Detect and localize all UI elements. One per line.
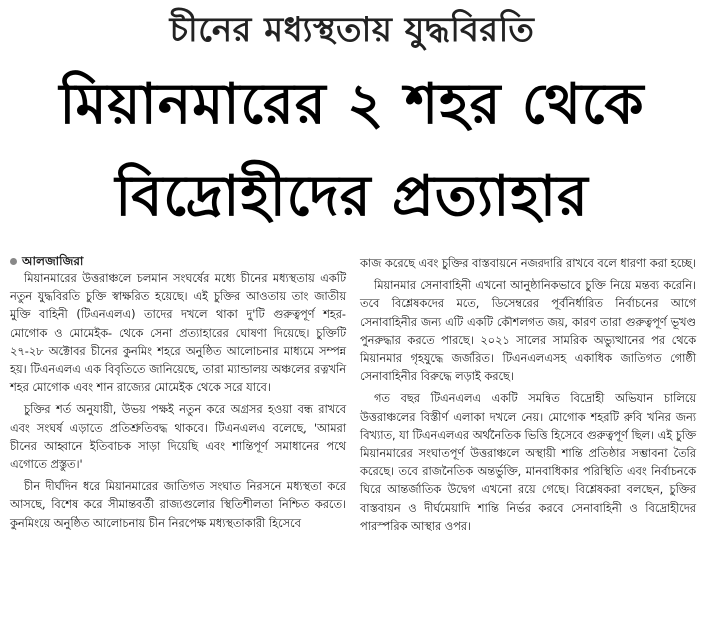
article-column-right: [360, 255, 696, 536]
paragraph: মিয়ানমারের উত্তরাঞ্চলে চলমান সংঘর্ষের মধ্যে চীনের মধ্যস্থতায় একটি নতুন যুদ্ধবিরতি চুক্তি স্বাক্ষরিত হয়েছে। এই চুক্তির আওতায় তাং জাতীয় মুক্তি বাহিনী (টিএনএলএ) তাদের দখলে থাকা দু'টি গুরুত্বপূর্ণ শহর- মোগোক ও মোমেইক- থেকে সেনা প্রত্যাহারের ঘোষণা দিয়েছে। চুক্তিটি ২৭-২৮ অক্টোবর চীনের কুনমিং শহরে অনুষ্ঠিত আলোচনার মাধ্যমে সম্পন্ন হয়। টিএনএলএ এক বিবৃতিতে জানিয়েছে, তারা ম্যান্ডালয় অঞ্চলের রত্নখনি শহর মোগোক এবং শান রাজ্যের মোমেইক থেকে সরে যাবে।: [10, 272, 346, 395]
paragraph: কাজ করেছে এবং চুক্তির বাস্তবায়নে নজরদারি রাখবে বলে ধারণা করা হচ্ছে।: [360, 257, 696, 270]
byline: [10, 252, 346, 270]
paragraph: মিয়ানমার সেনাবাহিনী এখনো আনুষ্ঠানিকভাবে চুক্তি নিয়ে মন্তব্য করেনি। তবে বিশ্লেষকদের মতে, ডিসেম্বরের পূর্বনির্ধারিত নির্বাচনের আগে সেনাবাহিনীর জন্য এটি একটি কৌশলগত জয়, কারণ তারা গুরুত্বপূর্ণ ভূখণ্ড পুনরুদ্ধার করতে পারছে। ২০২১ সালের সামরিক অভ্যুত্থানের পর থেকে মিয়ানমার গৃহযুদ্ধে জর্জরিত। টিএনএলএসহ একাধিক জাতিগত গোষ্ঠী সেনাবাহিনীর বিরুদ্ধে লড়াই করছে।: [360, 279, 696, 384]
source-label: আলজাজিরা: [22, 253, 84, 268]
bullet-icon: [10, 258, 17, 265]
article-column-left: [10, 252, 346, 533]
headline-line-2: বিদ্রোহীদের প্রত্যাহার: [115, 164, 589, 229]
article-kicker: চীনের মধ্যস্থতায় যুদ্ধবিরতি: [169, 10, 535, 50]
paragraph: চুক্তির শর্ত অনুযায়ী, উভয় পক্ষই নতুন করে অগ্রসর হওয়া বন্ধ রাখবে এবং সংঘর্ষ এড়াতে প্রতিশ্রুতিবদ্ধ থাকবে। টিএনএলএ বলেছে, 'আমরা চীনের আহ্বানে ইতিবাচক সাড়া দিয়েছি এবং শান্তিপূর্ণ সমাধানের পথে এগোতে প্রস্তুত।': [10, 403, 346, 472]
headline-line-1: মিয়ানমারের ২ শহর থেকে: [59, 72, 645, 137]
paragraph: চীন দীর্ঘদিন ধরে মিয়ানমারের জাতিগত সংঘাত নিরসনে মধ্যস্থতা করে আসছে, বিশেষ করে সীমান্তবর্তী রাজ্যগুলোর স্থিতিশীলতা নিশ্চিত করতে। কুনমিংয়ে অনুষ্ঠিত আলোচনায় চীন নিরপেক্ষ মধ্যস্থতাকারী হিসেবে: [10, 480, 346, 530]
paragraph: গত বছর টিএনএলএ একটি সমন্বিত বিদ্রোহী অভিযান চালিয়ে উত্তরাঞ্চলের বিস্তীর্ণ এলাকা দখলে নেয়। মোগোক শহরটি রুবি খনির জন্য বিখ্যাত, যা টিএনএলএর অর্থনৈতিক ভিত্তি হিসেবে গুরুত্বপূর্ণ ছিল। এই চুক্তি মিয়ানমারের সংঘাতপূর্ণ উত্তরাঞ্চলে অস্থায়ী শান্তি প্রতিষ্ঠার সম্ভাবনা তৈরি করেছে। তবে রাজনৈতিক অন্তর্ভুক্তি, মানবাধিকার পরিস্থিতি এবং নির্বাচনকে ঘিরে আন্তর্জাতিক উদ্বেগ এখনো রয়ে গেছে। বিশ্লেষকরা বলছেন, চুক্তির বাস্তবায়ন ও দীর্ঘমেয়াদি শান্তি নির্ভর করবে সেনাবাহিনী ও বিদ্রোহীদের পারস্পরিক আস্থার ওপর।: [360, 392, 696, 533]
